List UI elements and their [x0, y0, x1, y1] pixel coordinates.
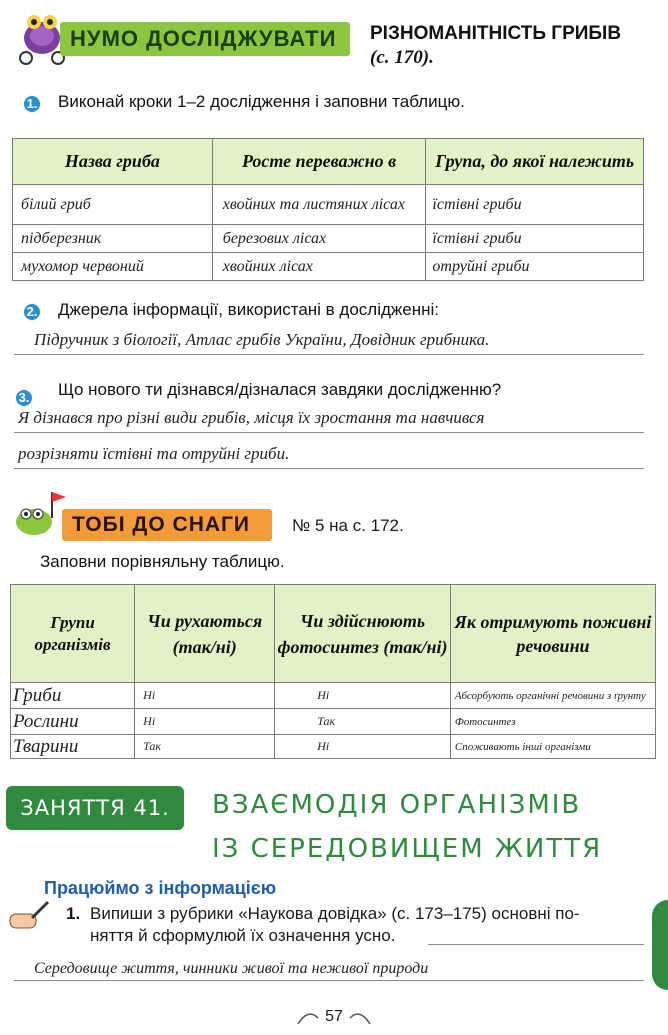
table-row [11, 709, 656, 735]
table-header: Чи здійснюють фотосинтез (так/ні) [275, 585, 451, 683]
lesson-task-text: Випиши з рубрики «Наукова довідка» (с. 173–175) основні по- [90, 904, 580, 923]
table-row [11, 683, 656, 709]
table-cell: їстівні гриби [426, 185, 644, 225]
table-cell: підберезник [13, 225, 213, 253]
task3-badge: 3. [16, 390, 32, 406]
table-cell: білий гриб [13, 185, 213, 225]
table-cell: Тварини [11, 735, 135, 759]
table-cell: Ні [135, 683, 275, 709]
task2-answer: Підручник з біології, Атлас грибів України, Довідник грибника. [34, 330, 490, 349]
table-cell: хвойних та листяних лісах [212, 185, 426, 225]
answer-line [14, 468, 644, 469]
table-header: Чи рухаються (так/ні) [135, 585, 275, 683]
task2-prompt: Джерела інформації, використані в дослідженні: [58, 300, 440, 319]
research-banner-label: НУМО ДОСЛІДЖУВАТИ [70, 26, 337, 51]
table-header: Росте переважно в [212, 139, 426, 185]
lesson-title-line2: ІЗ СЕРЕДОВИЩЕМ ЖИТТЯ [212, 834, 603, 864]
table-cell: Гриби [11, 683, 135, 709]
answer-line [14, 980, 644, 981]
table-cell: Споживають інші організми [450, 735, 655, 759]
task1-badge: 1. [24, 96, 40, 112]
topic-ref: (с. 170). [370, 47, 434, 68]
table-cell: Ні [275, 683, 451, 709]
table-row [13, 225, 644, 253]
task2-badge: 2. [24, 304, 40, 320]
mushroom-table [12, 138, 644, 281]
table-cell: Ні [275, 735, 451, 759]
table-cell: Так [135, 735, 275, 759]
lesson-title-line1: ВЗАЄМОДІЯ ОРГАНІЗМІВ [212, 790, 582, 820]
table-cell: березових лісах [212, 225, 426, 253]
bug-with-flag-icon [8, 488, 68, 542]
topic-title [370, 22, 660, 70]
table-cell: хвойних лісах [212, 253, 426, 281]
table-header: Група, до якої належить [426, 139, 644, 185]
organisms-table [10, 584, 656, 759]
answer-line [14, 354, 644, 355]
task1-prompt: Виконай кроки 1–2 дослідження і заповни таблицю. [58, 92, 465, 111]
answer-line [428, 944, 644, 945]
table-row [13, 185, 644, 225]
snag-prompt: Заповни порівняльну таблицю. [40, 552, 285, 571]
table-header: Як отримують поживні речовини [450, 585, 655, 683]
table-cell: Ні [135, 709, 275, 735]
challenge-banner-label: ТОБІ ДО СНАГИ [72, 513, 251, 536]
table-row [13, 253, 644, 281]
task3-answer-line2: розрізняти їстівні та отруйні гриби. [18, 444, 290, 463]
pen-hand-icon [6, 898, 50, 934]
challenge-ref: № 5 на с. 172. [292, 516, 404, 535]
table-cell: отруйні гриби [426, 253, 644, 281]
section-heading: Працюймо з інформацією [44, 878, 277, 898]
task3-answer-line1: Я дізнався про різні види грибів, місця їх зростання та навчився [18, 408, 485, 427]
lesson-task-text2: няття й сформулюй їх означення усно. [90, 926, 396, 945]
table-header: Назва гриба [13, 139, 213, 185]
challenge-banner [62, 509, 272, 541]
lesson-badge [6, 786, 184, 830]
table-header: Групи організмів [11, 585, 135, 683]
page-number: 57 [325, 1008, 343, 1025]
topic-name: РІЗНОМАНІТНІСТЬ ГРИБІВ [370, 23, 622, 44]
table-cell: мухомор червоний [13, 253, 213, 281]
table-row [11, 735, 656, 759]
table-cell: Фотосинтез [450, 709, 655, 735]
table-cell: Так [275, 709, 451, 735]
task3-prompt: Що нового ти дізнався/дізналася завдяки дослідженню? [58, 380, 502, 399]
lesson-answer: Середовище життя, чинники живої та неживої природи [34, 960, 429, 977]
lesson-badge-label: ЗАНЯТТЯ 41. [20, 796, 170, 820]
research-banner [60, 22, 350, 56]
answer-line [14, 432, 644, 433]
table-cell: їстівні гриби [426, 225, 644, 253]
table-cell: Рослини [11, 709, 135, 735]
table-cell: Абсорбують органічні речовини з ґрунту [450, 683, 655, 709]
lesson-task-number: 1. [66, 904, 81, 923]
page-edge-tab [652, 900, 668, 990]
